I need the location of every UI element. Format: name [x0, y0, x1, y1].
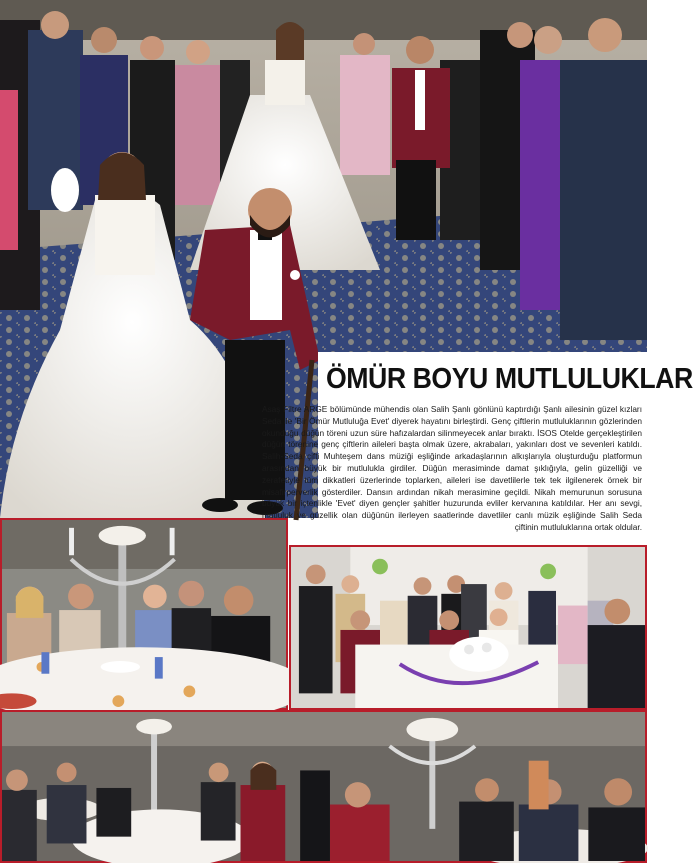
- article-body: Asaş Filtre ARGE bölümünde mühendis olan Salih Şanlı gönlünü kaptırdığı Şanlı ailesinin güzel kızları Seda ile 'Bir Ömür Mutluluğa Evet' diyerek hayatını birleştirdi. Genç çiftlerin mutluluklarının gözlerinden okunduğu düğün töreni uzun süre hafızalardan silinmeyecek anlar bıraktı. İSOS Otelde gerçekleştirilen düğün törenine genç çiftlerin aileleri başta olmak üzere, akrabaları, yakınları dost ve sevenleri katıldı. Salih-Seda çifti Muhteşem dans müziği eşliğinde arkadaşlarının alkışlarıyla oluşturduğu platformun arasından büyük bir mutlulukla girdiler. Düğün merasiminde damat şıklığıyla, gelin güzelliği ve zerafetiyle tüm dikkatleri üzerlerinde toplarken, aileleri ise davetlilerle tek tek ilgilenerek örnek bir misafirperverlik gösterdiler. Dansın ardından nikah merasimine geçildi. Nikah memurunun sorusuna büyük bir içtenlikle 'Evet' diyen gençler şahitler huzurunda evliler kervanına katıldılar. Her anı sevgi, mutluluk ve güzellik olan düğünün ilerleyen saatlerinde davetliler canlı müzik eşliğinde Salih Seda çiftinin mutluluklarına ortak oldular.: [262, 404, 642, 532]
- guests-table-photo: [0, 518, 288, 710]
- ceremony-photo: [289, 545, 647, 710]
- headline: ÖMÜR BOYU MUTLULUKLAR: [326, 363, 693, 395]
- hall-guests-photo: [0, 710, 647, 863]
